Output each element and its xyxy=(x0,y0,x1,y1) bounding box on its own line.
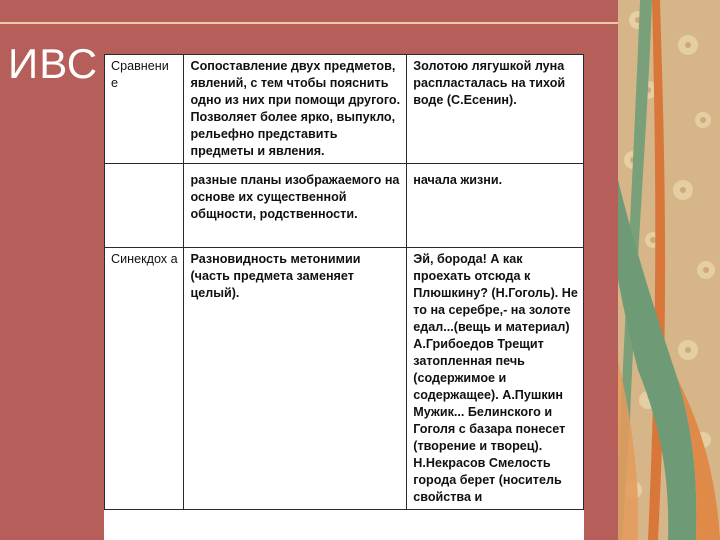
term-cell: Синекдох а xyxy=(105,248,184,510)
floral-pattern-icon xyxy=(618,0,720,540)
decorative-panel xyxy=(618,0,720,540)
example-cell xyxy=(407,164,584,248)
table-row xyxy=(105,248,584,510)
example-text: начала жизни. xyxy=(413,173,503,187)
definition-text: разные планы изображаемого на основе их существенной общности, родственности. xyxy=(190,173,400,221)
table-row xyxy=(105,55,584,164)
slide-title: ИВС xyxy=(8,40,99,87)
example-cell: Золотою лягушкой луна распласталась на тихой воде (С.Есенин). xyxy=(407,55,584,164)
table-row xyxy=(105,164,584,248)
comparison-table xyxy=(104,54,584,540)
definition-cell: Разновидность метонимии (часть предмета заменяет целый). xyxy=(184,248,407,510)
definition-cell xyxy=(184,164,407,248)
definition-text: Сопоставление двух предметов, явлений, с тем чтобы пояснить одно из них при помощи другого. Позволяет более ярко, выпукло, рельефно представить предметы и явления. xyxy=(190,59,401,158)
term-cell: Сравнени е xyxy=(105,55,184,164)
example-cell: Эй, борода! А как проехать отсюда к Плюшкину? (Н.Гоголь). Не то на серебре,- на золоте едал...(вещь и материал) А.Грибоедов Трещит затопленная печь (содержимое и содержащее). А.Пушкин Мужик... Белинского и Гоголя с базара понесет (творение и творец). Н.Некрасов Смелость города берет (носитель свойства и xyxy=(407,248,584,510)
term-cell xyxy=(105,164,184,248)
definition-cell xyxy=(184,55,407,164)
frame-rule xyxy=(0,22,620,24)
